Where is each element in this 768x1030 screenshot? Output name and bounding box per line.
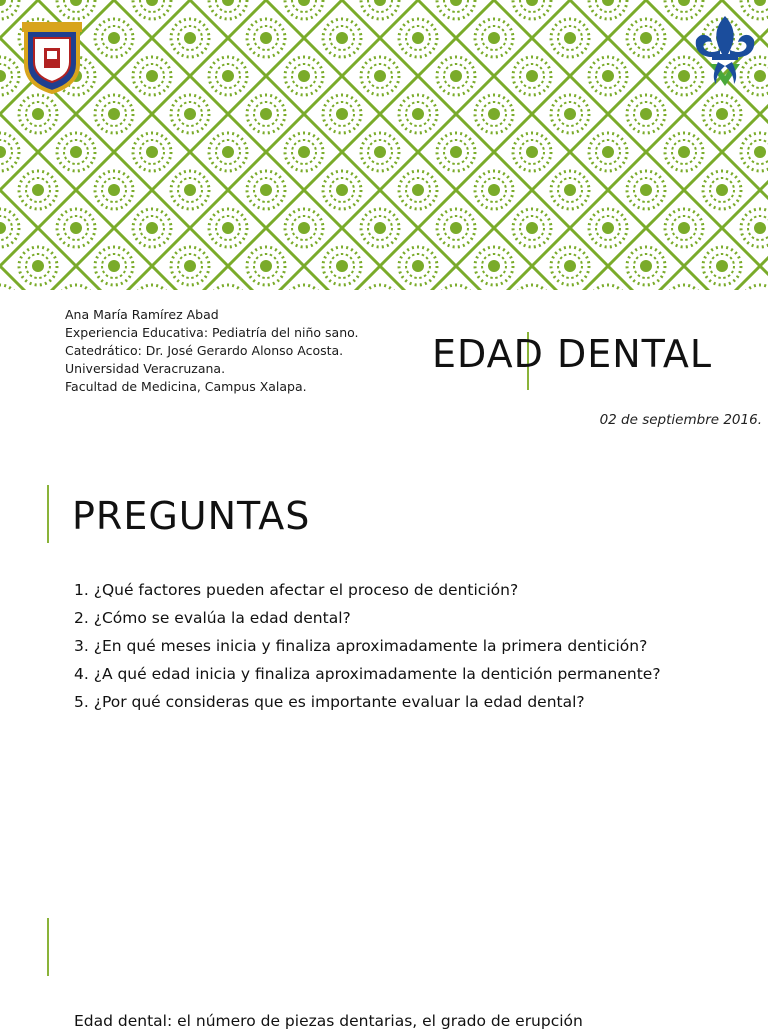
author-name: Ana María Ramírez Abad [65, 307, 219, 322]
document-date: 02 de septiembre 2016. [599, 412, 762, 428]
green-pattern [0, 0, 768, 290]
course-name: Experiencia Educativa: Pediatría del niño sano. [65, 325, 359, 340]
question-item: 2. ¿Cómo se evalúa la edad dental? [74, 609, 351, 627]
accent-divider [47, 485, 49, 543]
question-item: 3. ¿En qué meses inicia y finaliza aproximadamente la primera dentición? [74, 637, 648, 655]
section-title: PREGUNTAS [72, 494, 311, 538]
definition-text: Edad dental: el número de piezas dentarias, el grado de erupción [74, 1012, 583, 1030]
university-seal-logo [20, 20, 84, 94]
question-item: 5. ¿Por qué consideras que es importante evaluar la edad dental? [74, 693, 585, 711]
document-title: EDAD DENTAL [432, 332, 713, 376]
question-item: 1. ¿Qué factores pueden afectar el proceso de dentición? [74, 581, 519, 599]
professor-name: Catedrático: Dr. José Gerardo Alonso Acosta. [65, 343, 344, 358]
question-item: 4. ¿A qué edad inicia y finaliza aproximadamente la dentición permanente? [74, 665, 661, 683]
fleur-de-lis-logo [692, 14, 758, 90]
author-info [65, 306, 359, 396]
accent-divider [47, 918, 49, 976]
patterned-banner [0, 0, 768, 290]
university-name: Universidad Veracruzana. [65, 361, 226, 376]
faculty-name: Facultad de Medicina, Campus Xalapa. [65, 379, 307, 394]
question-list [74, 580, 714, 720]
